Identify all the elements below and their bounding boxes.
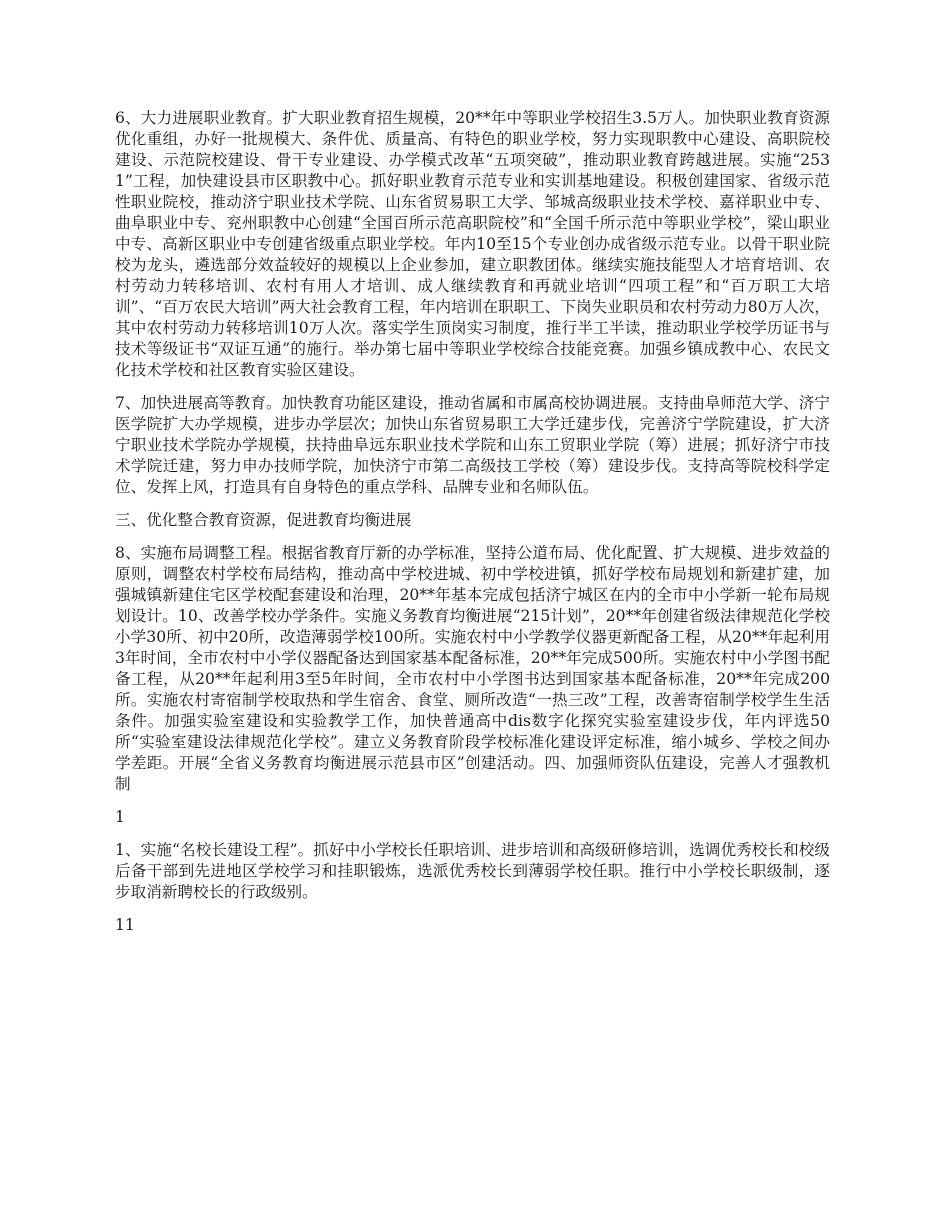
paragraph-higher-education: 7、加快进展高等教育。加快教育功能区建设，推动省属和市属高校协调进展。支持曲阜师范大学、济宁医学院扩大办学规模，进步办学层次；加快山东省贸易职工大学迁建步伐，完善济宁学院建设，扩大济宁职业技术学院办学规模，扶持曲阜远东职业技术学院和山东工贸职业学院（筹）进展；抓好济宁市技术学院迁建，努力申办技师学院，加快济宁市第二高级技工学校（筹）建设步伐。支持高等院校科学定位、发挥上风，打造具有自身特色的重点学科、品牌专业和名师队伍。	[115, 394, 830, 496]
section-heading-resources: 三、优化整合教育资源，促进教育均衡进展	[115, 511, 412, 529]
page-number: 1	[115, 808, 125, 826]
page-number-second: 11	[115, 916, 135, 934]
paragraph-vocational-education: 6、大力进展职业教育。扩大职业教育招生规模，20**年中等职业学校招生3.5万人。加快职业教育资源优化重组，办好一批规模大、条件优、质量高、有特色的职业学校，努力实现职教中心建设、高职院校建设、示范院校建设、骨干专业建设、办学模式改革“五项突破”，推动职业教育跨越进展。实施“2531”工程，加快建设县市区职教中心。抓好职业教育示范专业和实训基地建设。积极创建国家、省级示范性职业院校，推动济宁职业技术学院、山东省贸易职工大学、邹城高级职业技术学校、嘉祥职业中专、曲阜职业中专、兖州职教中心创建“全国百所示范高职院校”和“全国千所示范中等职业学校”，梁山职业中专、高新区职业中专创建省级重点职业学校。年内10至15个专业创办成省级示范专业。以骨干职业院校为龙头，遴选部分效益较好的规模以上企业参加，建立职教团体。继续实施技能型人才培育培训、农村劳动力转移培训、农村有用人才培训、成人继续教育和再就业培训“四项工程”和“百万职工大培训”、“百万农民大培训”两大社会教育工程，年内培训在职职工、下岗失业职员和农村劳动力80万人次，其中农村劳动力转移培训10万人次。落实学生顶岗实习制度，推行半工半读，推动职业学校学历证书与技术等级证书“双证互通”的施行。举办第七届中等职业学校综合技能竞赛。加强乡镇成教中心、农民文化技术学校和社区教育实验区建设。	[115, 109, 830, 379]
document-page	[115, 108, 830, 948]
paragraph-principal-project: 1、实施“名校长建设工程”。抓好中小学校长任职培训、进步培训和高级研修培训，选调优秀校长和校级后备干部到先进地区学校学习和挂职锻炼，选派优秀校长到薄弱学校任职。推行中小学校长职级制，逐步取消新聘校长的行政级别。	[115, 841, 830, 901]
paragraph-layout-adjustment: 8、实施布局调整工程。根据省教育厅新的办学标准，坚持公道布局、优化配置、扩大规模、进步效益的原则，调整农村学校布局结构，推动高中学校进城、初中学校进镇，抓好学校布局规划和新建扩建，加强城镇新建住宅区学校配套建设和治理，20**年基本完成包括济宁城区在内的全市中小学新一轮布局规划设计。10、改善学校办学条件。实施义务教育均衡进展“215计划”，20**年创建省级法律规范化学校小学30所、初中20所，改造薄弱学校100所。实施农村中小学教学仪器更新配备工程，从20**年起利用3年时间，全市农村中小学仪器配备达到国家基本配备标准，20**年完成500所。实施农村中小学图书配备工程，从20**年起利用3至5年时间，全市农村中小学图书达到国家基本配备标准，20**年完成200所。实施农村寄宿制学校取热和学生宿舍、食堂、厕所改造“一热三改”工程，改善寄宿制学校学生生活条件。加强实验室建设和实验教学工作，加快普通高中dis数字化探究实验室建设步伐，年内评选50所“实验室建设法律规范化学校”。建立义务教育阶段学校标准化建设评定标准，缩小城乡、学校之间办学差距。开展“全省义务教育均衡进展示范县市区”创建活动。四、加强师资队伍建设，完善人才强教机制	[115, 544, 830, 793]
